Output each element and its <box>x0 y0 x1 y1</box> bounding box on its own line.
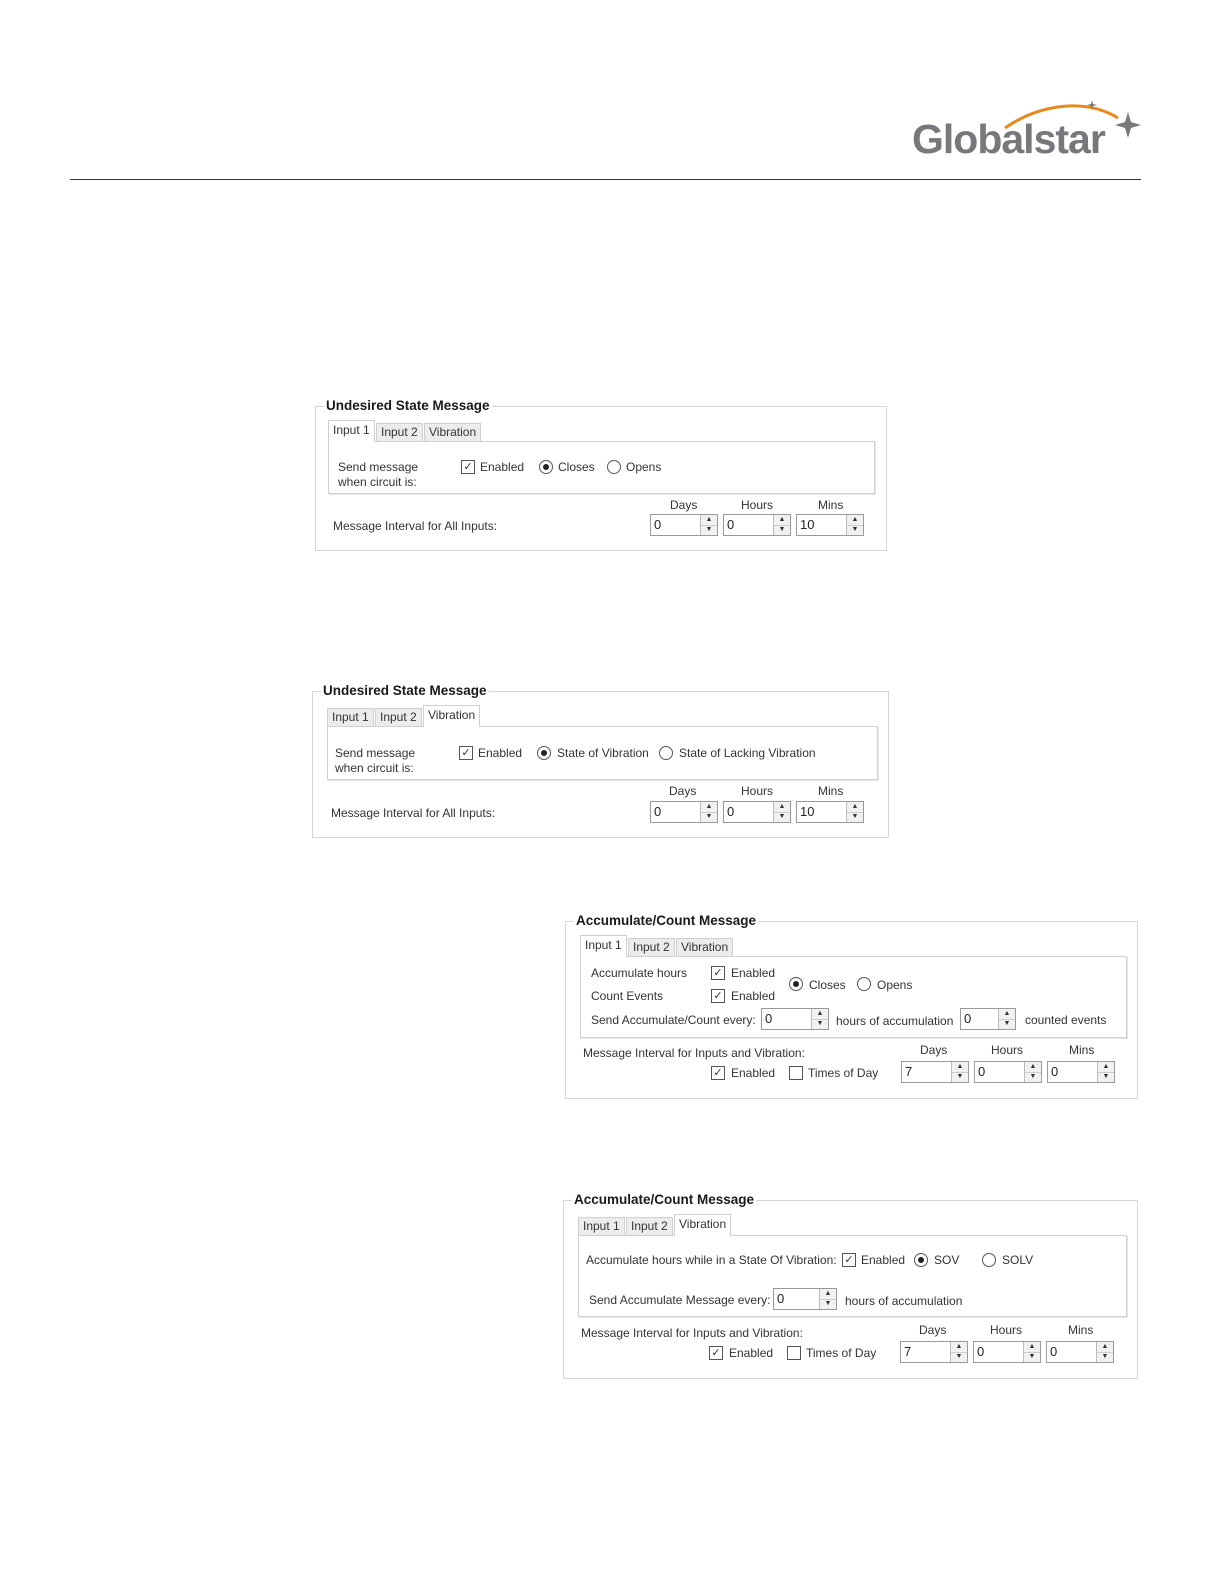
hours-value: 0 <box>727 517 735 532</box>
tab-input-2[interactable]: Input 2 <box>628 938 675 956</box>
undesired-state-panel-input1 <box>315 398 887 551</box>
hours-of-accumulation-label: hours of accumulation <box>845 1294 963 1308</box>
spinner-arrows-icon[interactable]: ▲ ▼ <box>951 1062 968 1082</box>
opens-label: Opens <box>877 978 913 992</box>
hours-value: 0 <box>978 1064 986 1079</box>
state-of-vibration-label: State of Vibration <box>557 746 649 760</box>
mins-spinner[interactable] <box>796 514 864 536</box>
days-spinner[interactable] <box>650 801 718 823</box>
hours-header: Hours <box>741 498 774 512</box>
mins-header: Mins <box>1068 1323 1094 1337</box>
spinner-arrows-icon[interactable]: ▲ ▼ <box>811 1009 828 1029</box>
enabled-label: Enabled <box>478 746 523 760</box>
interval-label: Message Interval for Inputs and Vibration: <box>583 1046 805 1060</box>
tab-input-1[interactable]: Input 1 <box>578 1217 625 1235</box>
tab-pane <box>580 956 1127 1038</box>
tab-input-2[interactable]: Input 2 <box>375 708 422 726</box>
interval-label: Message Interval for All Inputs: <box>333 519 498 533</box>
mins-value: 0 <box>1050 1344 1058 1359</box>
enabled-checkbox[interactable]: ✓ <box>459 746 473 760</box>
send-every-label: Send Accumulate/Count every: <box>591 1013 756 1027</box>
panel-title: Undesired State Message <box>326 398 490 413</box>
mins-spinner[interactable] <box>1047 1061 1115 1083</box>
days-value: 0 <box>654 517 662 532</box>
opens-label: Opens <box>626 460 662 474</box>
tab-input-1[interactable]: Input 1 <box>580 935 627 957</box>
tab-input-1[interactable]: Input 1 <box>327 708 374 726</box>
days-header: Days <box>669 784 697 798</box>
hours-spinner[interactable] <box>974 1061 1042 1083</box>
tab-input-2[interactable]: Input 2 <box>626 1217 673 1235</box>
mins-value: 10 <box>800 517 815 532</box>
count-events-label: Count Events <box>591 989 664 1003</box>
closes-label: Closes <box>809 978 846 992</box>
counted-events-label: counted events <box>1025 1013 1107 1027</box>
enabled-label: Enabled <box>480 460 525 474</box>
solv-label: SOLV <box>1002 1253 1034 1267</box>
days-header: Days <box>919 1323 947 1337</box>
state-of-vibration-radio[interactable] <box>537 746 551 760</box>
sov-radio[interactable] <box>914 1253 928 1267</box>
times-of-day-label: Times of Day <box>808 1066 879 1080</box>
accumulate-enabled-label: Enabled <box>731 966 776 980</box>
tab-input-1[interactable]: Input 1 <box>328 420 375 442</box>
tab-vibration[interactable]: Vibration <box>424 423 481 441</box>
send-every-spinner[interactable] <box>761 1008 829 1030</box>
opens-radio[interactable] <box>857 977 871 991</box>
mins-header: Mins <box>818 784 844 798</box>
tab-vibration[interactable]: Vibration <box>423 705 480 727</box>
globalstar-logo <box>910 96 1150 166</box>
mins-value: 10 <box>800 804 815 819</box>
counted-value: 0 <box>964 1011 972 1026</box>
hours-spinner[interactable] <box>723 514 791 536</box>
accumulate-enabled-label: Enabled <box>861 1253 906 1267</box>
spinner-arrows-icon[interactable]: ▲ ▼ <box>846 802 863 822</box>
spinner-arrows-icon[interactable]: ▲ ▼ <box>773 802 790 822</box>
accumulate-hours-label: Accumulate hours while in a State Of Vibration: <box>586 1253 837 1267</box>
spinner-arrows-icon[interactable]: ▲ ▼ <box>1023 1342 1040 1362</box>
count-enabled-checkbox[interactable]: ✓ <box>711 989 725 1003</box>
undesired-state-panel-vibration <box>312 683 889 838</box>
state-of-lacking-vibration-radio[interactable] <box>659 746 673 760</box>
spinner-arrows-icon[interactable]: ▲ ▼ <box>819 1289 836 1309</box>
panel-title: Accumulate/Count Message <box>574 1192 755 1207</box>
interval-enabled-checkbox[interactable]: ✓ <box>709 1346 723 1360</box>
spinner-arrows-icon[interactable]: ▲ ▼ <box>1024 1062 1041 1082</box>
closes-label: Closes <box>558 460 595 474</box>
when-circuit-label: when circuit is: <box>335 761 414 775</box>
days-header: Days <box>920 1043 948 1057</box>
closes-radio[interactable] <box>789 977 803 991</box>
accumulate-hours-label: Accumulate hours <box>591 966 688 980</box>
send-every-value: 0 <box>765 1011 773 1026</box>
spinner-arrows-icon[interactable]: ▲ ▼ <box>1096 1342 1113 1362</box>
interval-label: Message Interval for Inputs and Vibration: <box>581 1326 803 1340</box>
spinner-arrows-icon[interactable]: ▲ ▼ <box>846 515 863 535</box>
mins-spinner[interactable] <box>1046 1341 1114 1363</box>
counted-events-spinner[interactable] <box>960 1008 1016 1030</box>
times-of-day-label: Times of Day <box>806 1346 877 1360</box>
send-every-label: Send Accumulate Message every: <box>589 1293 771 1307</box>
days-spinner[interactable] <box>901 1061 969 1083</box>
enabled-checkbox[interactable]: ✓ <box>461 460 475 474</box>
hours-header: Hours <box>990 1323 1023 1337</box>
mins-value: 0 <box>1051 1064 1059 1079</box>
spinner-arrows-icon[interactable]: ▲ ▼ <box>700 515 717 535</box>
send-every-spinner[interactable] <box>773 1288 837 1310</box>
interval-enabled-checkbox[interactable]: ✓ <box>711 1066 725 1080</box>
tab-pane <box>328 441 875 494</box>
send-every-value: 0 <box>777 1291 785 1306</box>
mins-header: Mins <box>818 498 844 512</box>
hours-of-accumulation-label: hours of accumulation <box>836 1014 954 1028</box>
interval-enabled-label: Enabled <box>731 1066 776 1080</box>
send-message-label: Send message <box>335 746 416 760</box>
times-of-day-checkbox[interactable] <box>789 1066 803 1080</box>
days-value: 7 <box>904 1344 912 1359</box>
hours-header: Hours <box>991 1043 1024 1057</box>
days-header: Days <box>670 498 698 512</box>
interval-enabled-label: Enabled <box>729 1346 774 1360</box>
closes-radio[interactable] <box>539 460 553 474</box>
state-of-lacking-vibration-label: State of Lacking Vibration <box>679 746 816 760</box>
opens-radio[interactable] <box>607 460 621 474</box>
when-circuit-label: when circuit is: <box>338 475 417 489</box>
header-rule <box>70 179 1141 180</box>
spinner-arrows-icon[interactable]: ▲ ▼ <box>773 515 790 535</box>
days-spinner[interactable] <box>650 514 718 536</box>
accumulate-count-panel-vibration <box>563 1192 1138 1379</box>
hours-spinner[interactable] <box>723 801 791 823</box>
logo-wordmark: Globalstar <box>912 116 1105 162</box>
accumulate-enabled-checkbox[interactable]: ✓ <box>842 1253 856 1267</box>
count-enabled-label: Enabled <box>731 989 776 1003</box>
mins-header: Mins <box>1069 1043 1095 1057</box>
hours-value: 0 <box>727 804 735 819</box>
tab-input-2[interactable]: Input 2 <box>376 423 423 441</box>
sov-label: SOV <box>934 1253 960 1267</box>
spinner-arrows-icon[interactable]: ▲ ▼ <box>950 1342 967 1362</box>
hours-spinner[interactable] <box>973 1341 1041 1363</box>
days-spinner[interactable] <box>900 1341 968 1363</box>
accumulate-enabled-checkbox[interactable]: ✓ <box>711 966 725 980</box>
tab-vibration[interactable]: Vibration <box>674 1214 731 1236</box>
panel-title: Undesired State Message <box>323 683 487 698</box>
solv-radio[interactable] <box>982 1253 996 1267</box>
spinner-arrows-icon[interactable]: ▲ ▼ <box>998 1009 1015 1029</box>
interval-label: Message Interval for All Inputs: <box>331 806 496 820</box>
mins-spinner[interactable] <box>796 801 864 823</box>
panel-title: Accumulate/Count Message <box>576 913 757 928</box>
spinner-arrows-icon[interactable]: ▲ ▼ <box>1097 1062 1114 1082</box>
hours-value: 0 <box>977 1344 985 1359</box>
days-value: 7 <box>905 1064 913 1079</box>
accumulate-count-panel-input1 <box>565 913 1138 1099</box>
hours-header: Hours <box>741 784 774 798</box>
send-message-label: Send message <box>338 460 419 474</box>
tab-pane <box>578 1235 1127 1317</box>
times-of-day-checkbox[interactable] <box>787 1346 801 1360</box>
spinner-arrows-icon[interactable]: ▲ ▼ <box>700 802 717 822</box>
tab-pane <box>327 726 878 780</box>
tab-vibration[interactable]: Vibration <box>676 938 733 956</box>
days-value: 0 <box>654 804 662 819</box>
